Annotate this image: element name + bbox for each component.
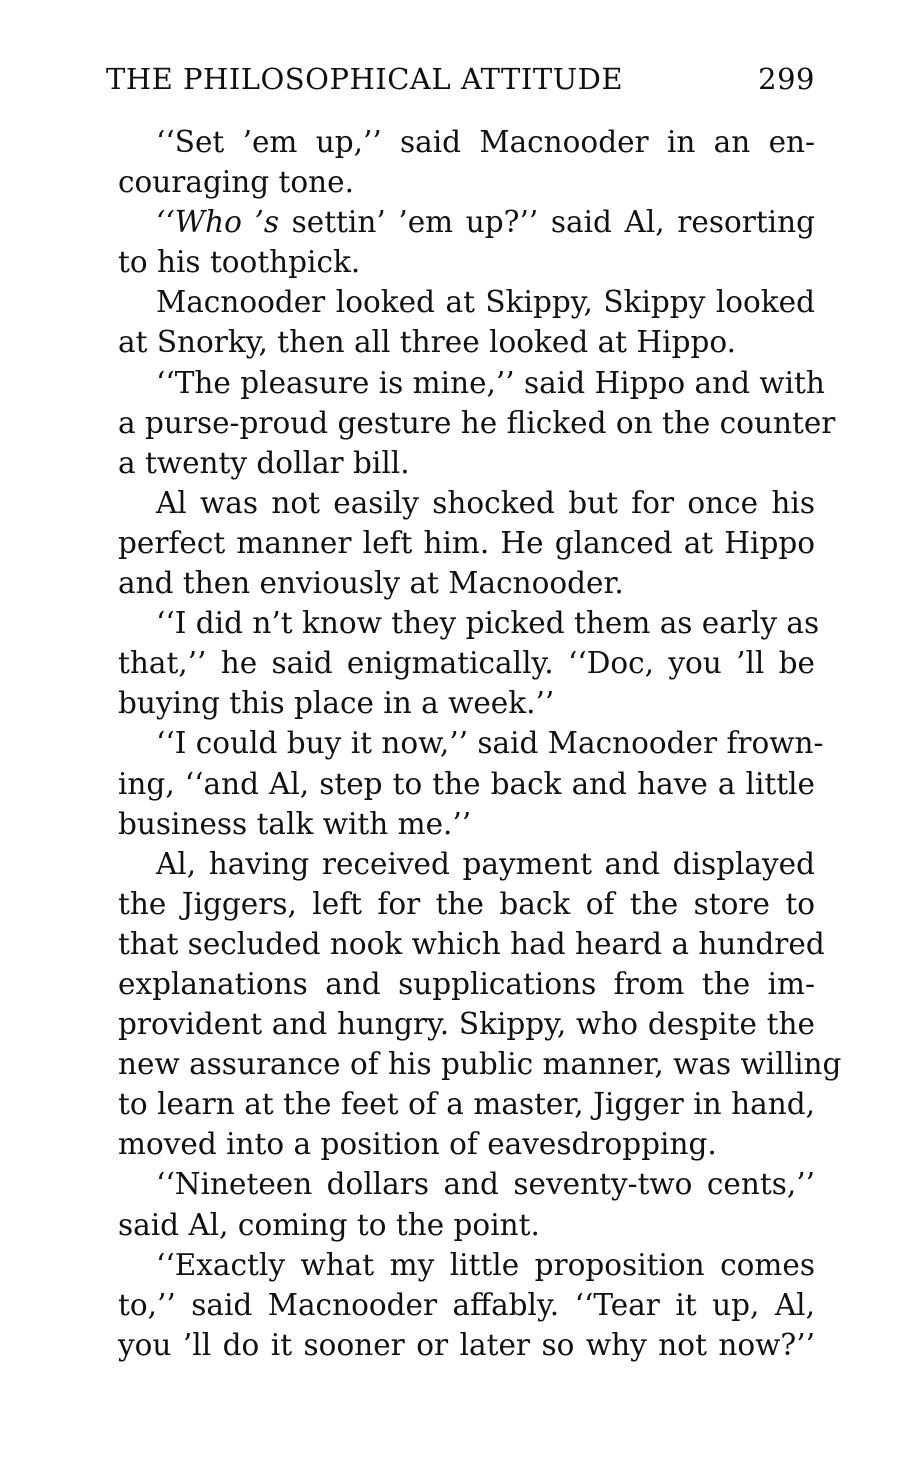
text-line: buying this place in a week.’’ — [118, 686, 555, 721]
paragraph — [80, 122, 815, 202]
text-line-rest: settin’ ’em up?’’ said Al, resorting — [278, 205, 815, 240]
paragraph — [80, 363, 836, 483]
text-line: ‘‘Set ’em up,’’ said Macnooder in an en- — [156, 125, 815, 159]
text-line: the Jiggers, left for the back of the store to — [118, 886, 815, 921]
running-header — [80, 62, 815, 106]
paragraph — [80, 202, 815, 282]
paragraph — [80, 1245, 815, 1365]
text-line: to his toothpick. — [118, 245, 361, 280]
text-line — [80, 202, 815, 242]
text-line: ‘‘I could buy it now,’’ said Macnooder frown- — [156, 726, 824, 761]
text-line: to learn at the feet of a master, Jigger in hand, — [118, 1087, 815, 1122]
text-line: at Snorky, then all three looked at Hippo. — [118, 325, 736, 360]
text-line: to,’’ said Macnooder affably. ‘‘Tear it up, Al, — [118, 1287, 815, 1322]
text-line: said Al, coming to the point. — [118, 1207, 540, 1242]
text-line: couraging tone. — [118, 165, 354, 200]
text-line: explanations and supplications from the im- — [118, 966, 815, 1001]
text-line: that,’’ he said enigmatically. ‘‘Doc, you ’ll be — [118, 646, 815, 681]
text-line: new assurance of his public manner, was willing — [118, 1047, 842, 1082]
paragraph — [80, 282, 815, 362]
text-line: ‘‘Exactly what my little proposition comes — [156, 1247, 815, 1282]
paragraph — [80, 1164, 815, 1244]
paragraph — [80, 603, 820, 723]
text-line: ‘‘Nineteen dollars and seventy-two cents,’’ — [156, 1167, 815, 1202]
paragraph — [80, 723, 824, 843]
text-line: that secluded nook which had heard a hundred — [118, 926, 825, 961]
text-line: Macnooder looked at Skippy, Skippy looked — [156, 285, 815, 320]
text-line: a purse-proud gesture he flicked on the counter — [118, 405, 836, 440]
text-line: business talk with me.’’ — [118, 806, 472, 841]
text-line: ing, ‘‘and Al, step to the back and have a little — [118, 766, 815, 801]
text-line: you ’ll do it sooner or later so why not now?’’ — [118, 1327, 815, 1362]
text-line: ‘‘I did n’t know they picked them as early as — [156, 606, 820, 641]
body-text — [80, 122, 842, 1365]
text-line: ‘‘The pleasure is mine,’’ said Hippo and with — [156, 365, 825, 400]
text-line: perfect manner left him. He glanced at Hippo — [118, 525, 815, 560]
text-line: and then enviously at Macnooder. — [118, 566, 624, 601]
paragraph — [80, 844, 842, 1165]
running-title: THE PHILOSOPHICAL ATTITUDE — [106, 62, 624, 96]
page-number: 299 — [758, 62, 815, 96]
paragraph — [80, 483, 815, 603]
text-line: Al was not easily shocked but for once his — [156, 485, 815, 520]
text-line: Al, having received payment and displayed — [156, 846, 815, 881]
text-line: provident and hungry. Skippy, who despite the — [118, 1007, 815, 1042]
book-page — [80, 62, 842, 1365]
text-line: a twenty dollar bill. — [118, 445, 410, 480]
text-line: moved into a position of eavesdropping. — [118, 1127, 717, 1162]
italic-phrase: ‘‘Who ’s — [156, 205, 279, 240]
